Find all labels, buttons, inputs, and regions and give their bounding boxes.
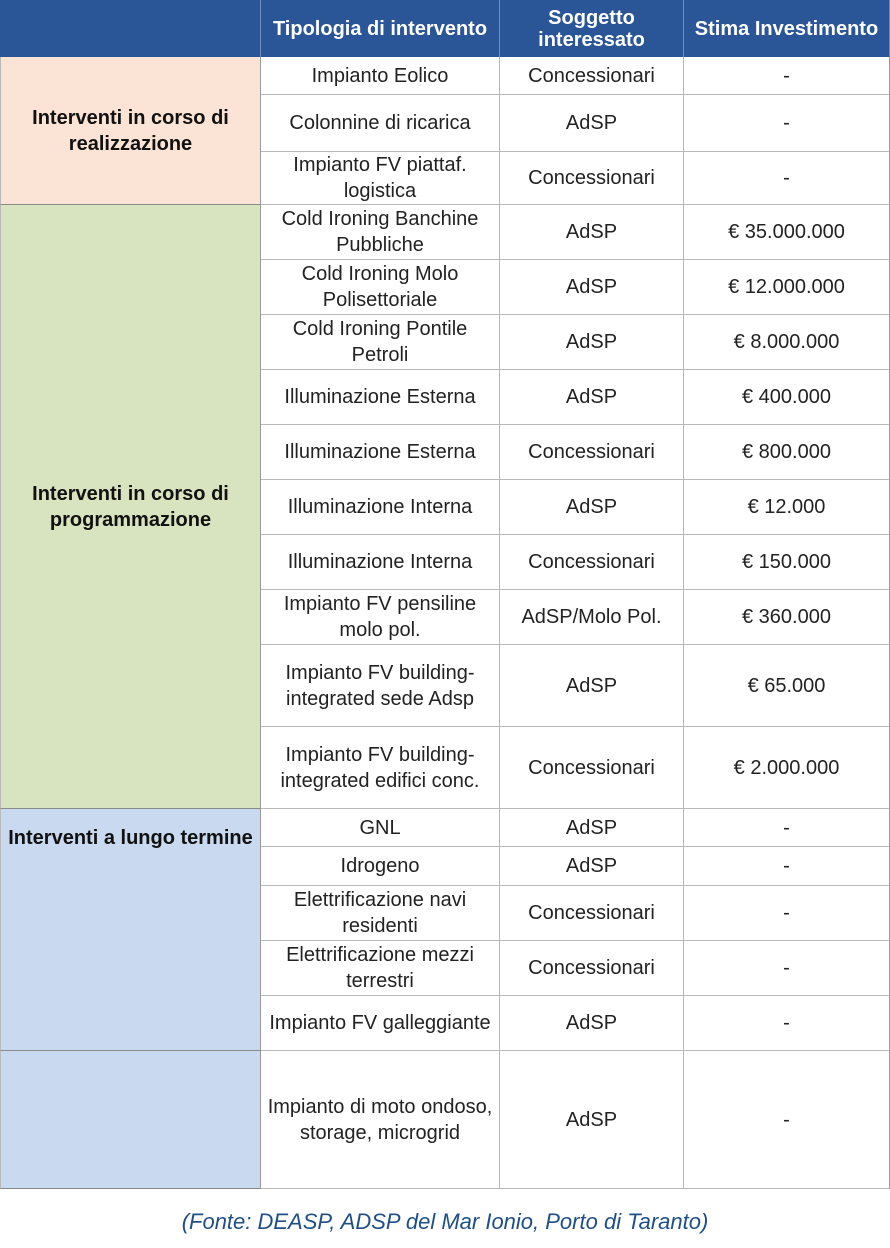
group-lungo-termine: Interventi a lungo termine	[0, 809, 261, 1051]
cell-stima: -	[684, 57, 890, 95]
cell-stima: -	[684, 1051, 890, 1189]
cell-stima: € 150.000	[684, 535, 890, 590]
cell-stima: -	[684, 996, 890, 1051]
cell-stima: € 12.000	[684, 480, 890, 535]
cell-tipologia: Illuminazione Esterna	[261, 425, 500, 480]
cell-tipologia: Elettrificazione navi residenti	[261, 886, 500, 941]
cell-soggetto: Concessionari	[500, 886, 684, 941]
header-empty-cell	[0, 0, 261, 57]
cell-soggetto: Concessionari	[500, 535, 684, 590]
cell-stima: -	[684, 847, 890, 886]
cell-soggetto: AdSP/Molo Pol.	[500, 590, 684, 645]
cell-soggetto: AdSP	[500, 315, 684, 370]
cell-soggetto: Concessionari	[500, 152, 684, 205]
group-unlabeled	[0, 1051, 261, 1189]
cell-tipologia: Impianto Eolico	[261, 57, 500, 95]
cell-tipologia: Cold Ironing Banchine Pubbliche	[261, 205, 500, 260]
cell-soggetto: AdSP	[500, 95, 684, 152]
cell-stima: € 400.000	[684, 370, 890, 425]
cell-stima: € 65.000	[684, 645, 890, 727]
group-realizzazione: Interventi in corso di realizzazione	[0, 57, 261, 205]
cell-stima: -	[684, 95, 890, 152]
cell-stima: € 360.000	[684, 590, 890, 645]
cell-soggetto: AdSP	[500, 996, 684, 1051]
cell-soggetto: AdSP	[500, 480, 684, 535]
cell-tipologia: Impianto FV pensiline molo pol.	[261, 590, 500, 645]
cell-stima: € 12.000.000	[684, 260, 890, 315]
cell-tipologia: Cold Ironing Pontile Petroli	[261, 315, 500, 370]
cell-tipologia: Impianto FV piattaf. logistica	[261, 152, 500, 205]
cell-stima: € 35.000.000	[684, 205, 890, 260]
cell-stima: -	[684, 886, 890, 941]
cell-tipologia: Elettrificazione mezzi terrestri	[261, 941, 500, 996]
cell-tipologia: Impianto FV building-integrated edifici conc.	[261, 727, 500, 809]
cell-stima: -	[684, 941, 890, 996]
cell-stima: -	[684, 152, 890, 205]
cell-tipologia: GNL	[261, 809, 500, 847]
cell-soggetto: Concessionari	[500, 941, 684, 996]
cell-tipologia: Idrogeno	[261, 847, 500, 886]
cell-tipologia: Illuminazione Interna	[261, 535, 500, 590]
cell-tipologia: Impianto di moto ondoso, storage, microgrid	[261, 1051, 500, 1189]
cell-soggetto: AdSP	[500, 260, 684, 315]
cell-stima: € 2.000.000	[684, 727, 890, 809]
cell-tipologia: Illuminazione Esterna	[261, 370, 500, 425]
cell-soggetto: AdSP	[500, 370, 684, 425]
cell-stima: € 8.000.000	[684, 315, 890, 370]
header-soggetto: Soggetto interessato	[500, 0, 684, 57]
cell-tipologia: Impianto FV building-integrated sede Adsp	[261, 645, 500, 727]
cell-tipologia: Impianto FV galleggiante	[261, 996, 500, 1051]
group-programmazione: Interventi in corso di programmazione	[0, 205, 261, 809]
cell-tipologia: Colonnine di ricarica	[261, 95, 500, 152]
cell-soggetto: AdSP	[500, 205, 684, 260]
cell-soggetto: AdSP	[500, 847, 684, 886]
cell-soggetto: AdSP	[500, 809, 684, 847]
cell-soggetto: Concessionari	[500, 727, 684, 809]
cell-stima: -	[684, 809, 890, 847]
source-caption: (Fonte: DEASP, ADSP del Mar Ionio, Porto di Taranto)	[181, 1209, 709, 1234]
cell-soggetto: AdSP	[500, 1051, 684, 1189]
cell-tipologia: Illuminazione Interna	[261, 480, 500, 535]
cell-soggetto: Concessionari	[500, 57, 684, 95]
header-stima: Stima Investimento	[684, 0, 890, 57]
cell-soggetto: AdSP	[500, 645, 684, 727]
cell-soggetto: Concessionari	[500, 425, 684, 480]
header-tipologia: Tipologia di intervento	[261, 0, 500, 57]
cell-stima: € 800.000	[684, 425, 890, 480]
cell-tipologia: Cold Ironing Molo Polisettoriale	[261, 260, 500, 315]
